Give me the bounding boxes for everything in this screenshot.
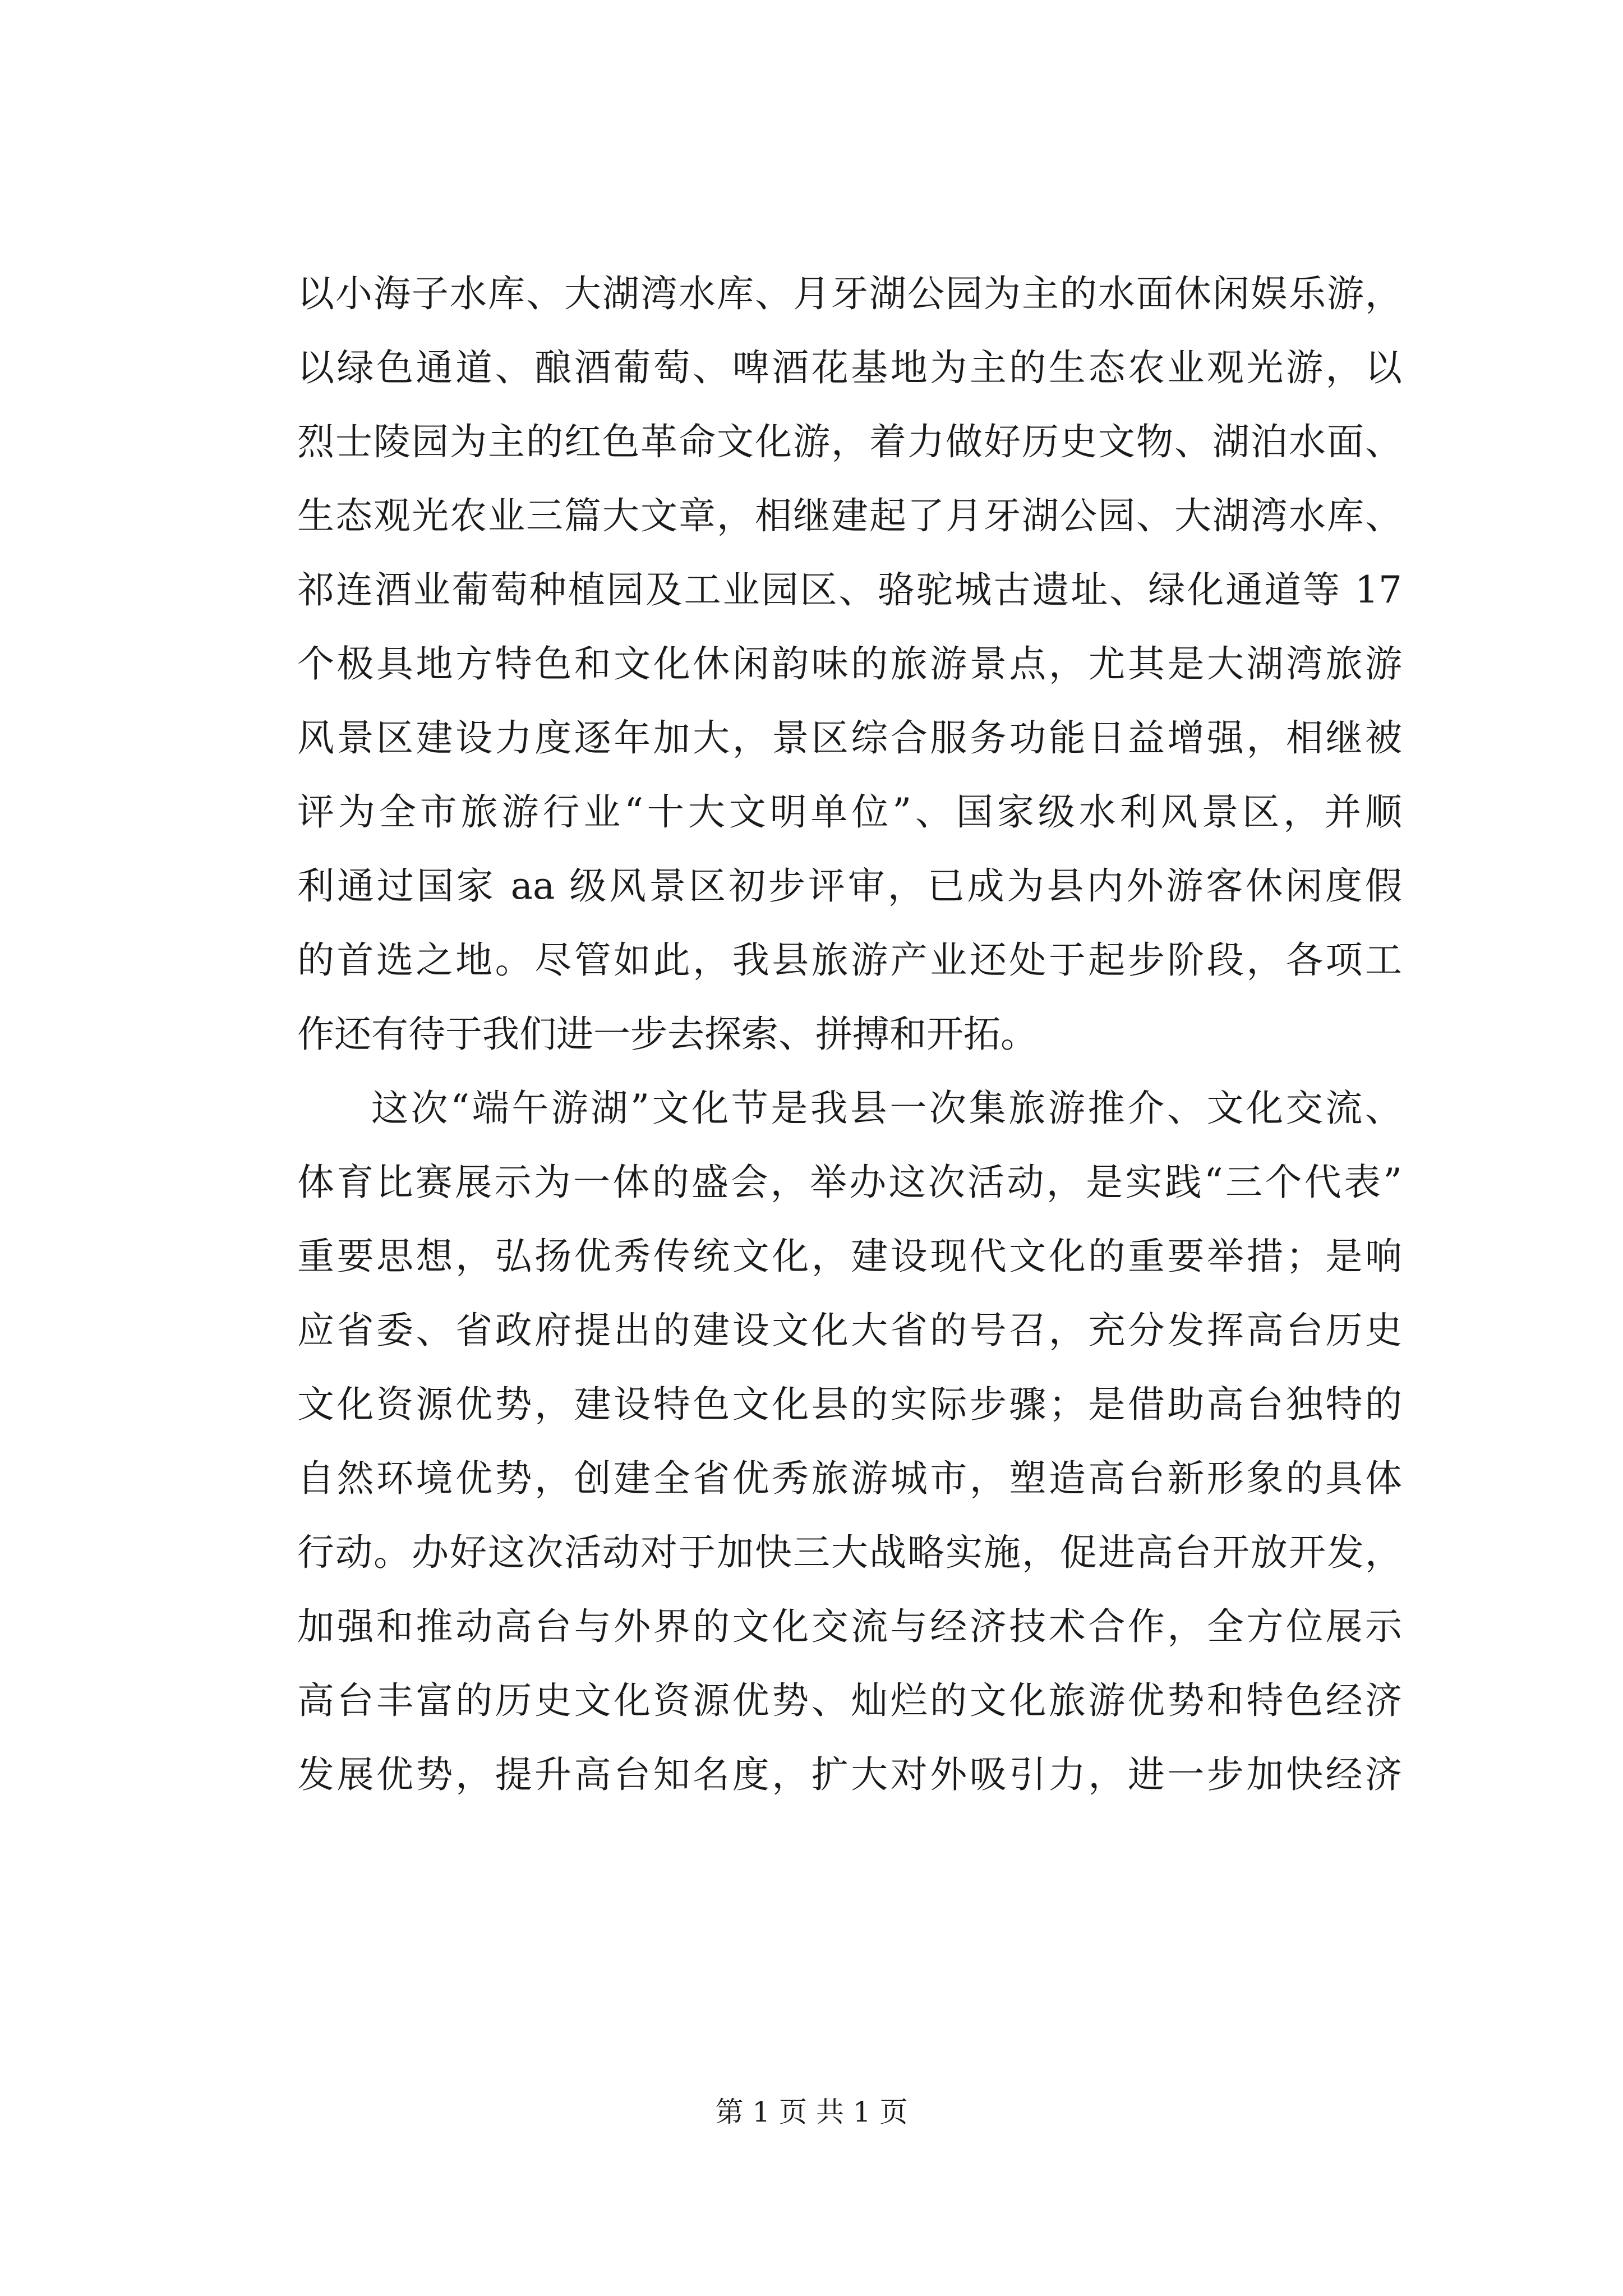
text-line: 文化资源优势，建设特色文化县的实际步骤；是借助高台独特的 [297,1383,1402,1426]
text-line: 个极具地方特色和文化休闲韵味的旅游景点，尤其是大湖湾旅游 [297,642,1402,685]
page-number-footer: 第 1 页 共 1 页 [715,2096,908,2128]
text-line: 风景区建设力度逐年加大，景区综合服务功能日益增强，相继被 [297,716,1402,760]
text-line: 体育比赛展示为一体的盛会，举办这次活动，是实践“三个代表” [297,1161,1402,1204]
paragraph [297,1071,1402,1812]
text-line: 自然环境优势，创建全省优秀旅游城市，塑造高台新形象的具体 [297,1457,1402,1500]
text-line: 这次“端午游湖”文化节是我县一次集旅游推介、文化交流、 [371,1087,1402,1130]
text-line: 应省委、省政府提出的建设文化大省的号召，充分发挥高台历史 [297,1309,1402,1352]
document-body [297,257,1402,1812]
text-line: 评为全市旅游行业“十大文明单位”、国家级水利风景区，并顺 [297,790,1402,834]
text-line: 生态观光农业三篇大文章，相继建起了月牙湖公园、大湖湾水库、 [297,494,1402,537]
text-line: 祁连酒业葡萄种植园及工业园区、骆驼城古遗址、绿化通道等 17 [297,568,1402,611]
text-line: 以小海子水库、大湖湾水库、月牙湖公园为主的水面休闲娱乐游， [297,272,1402,315]
text-line: 行动。办好这次活动对于加快三大战略实施，促进高台开放开发， [297,1531,1402,1574]
paragraph [297,257,1402,1071]
text-line: 加强和推动高台与外界的文化交流与经济技术合作，全方位展示 [297,1605,1402,1648]
text-line: 利通过国家 aa 级风景区初步评审，已成为县内外游客休闲度假 [297,864,1402,908]
text-line: 重要思想，弘扬优秀传统文化，建设现代文化的重要举措；是响 [297,1235,1402,1278]
text-line: 以绿色通道、酿酒葡萄、啤酒花基地为主的生态农业观光游，以 [297,346,1402,389]
text-line: 的首选之地。尽管如此，我县旅游产业还处于起步阶段，各项工 [297,938,1402,982]
text-line: 高台丰富的历史文化资源优势、灿烂的文化旅游优势和特色经济 [297,1679,1402,1722]
text-line: 作还有待于我们进一步去探索、拼搏和开拓。 [297,1013,1038,1056]
text-line: 发展优势，提升高台知名度，扩大对外吸引力，进一步加快经济 [297,1753,1402,1796]
text-line: 烈士陵园为主的红色革命文化游，着力做好历史文物、湖泊水面、 [297,420,1402,463]
